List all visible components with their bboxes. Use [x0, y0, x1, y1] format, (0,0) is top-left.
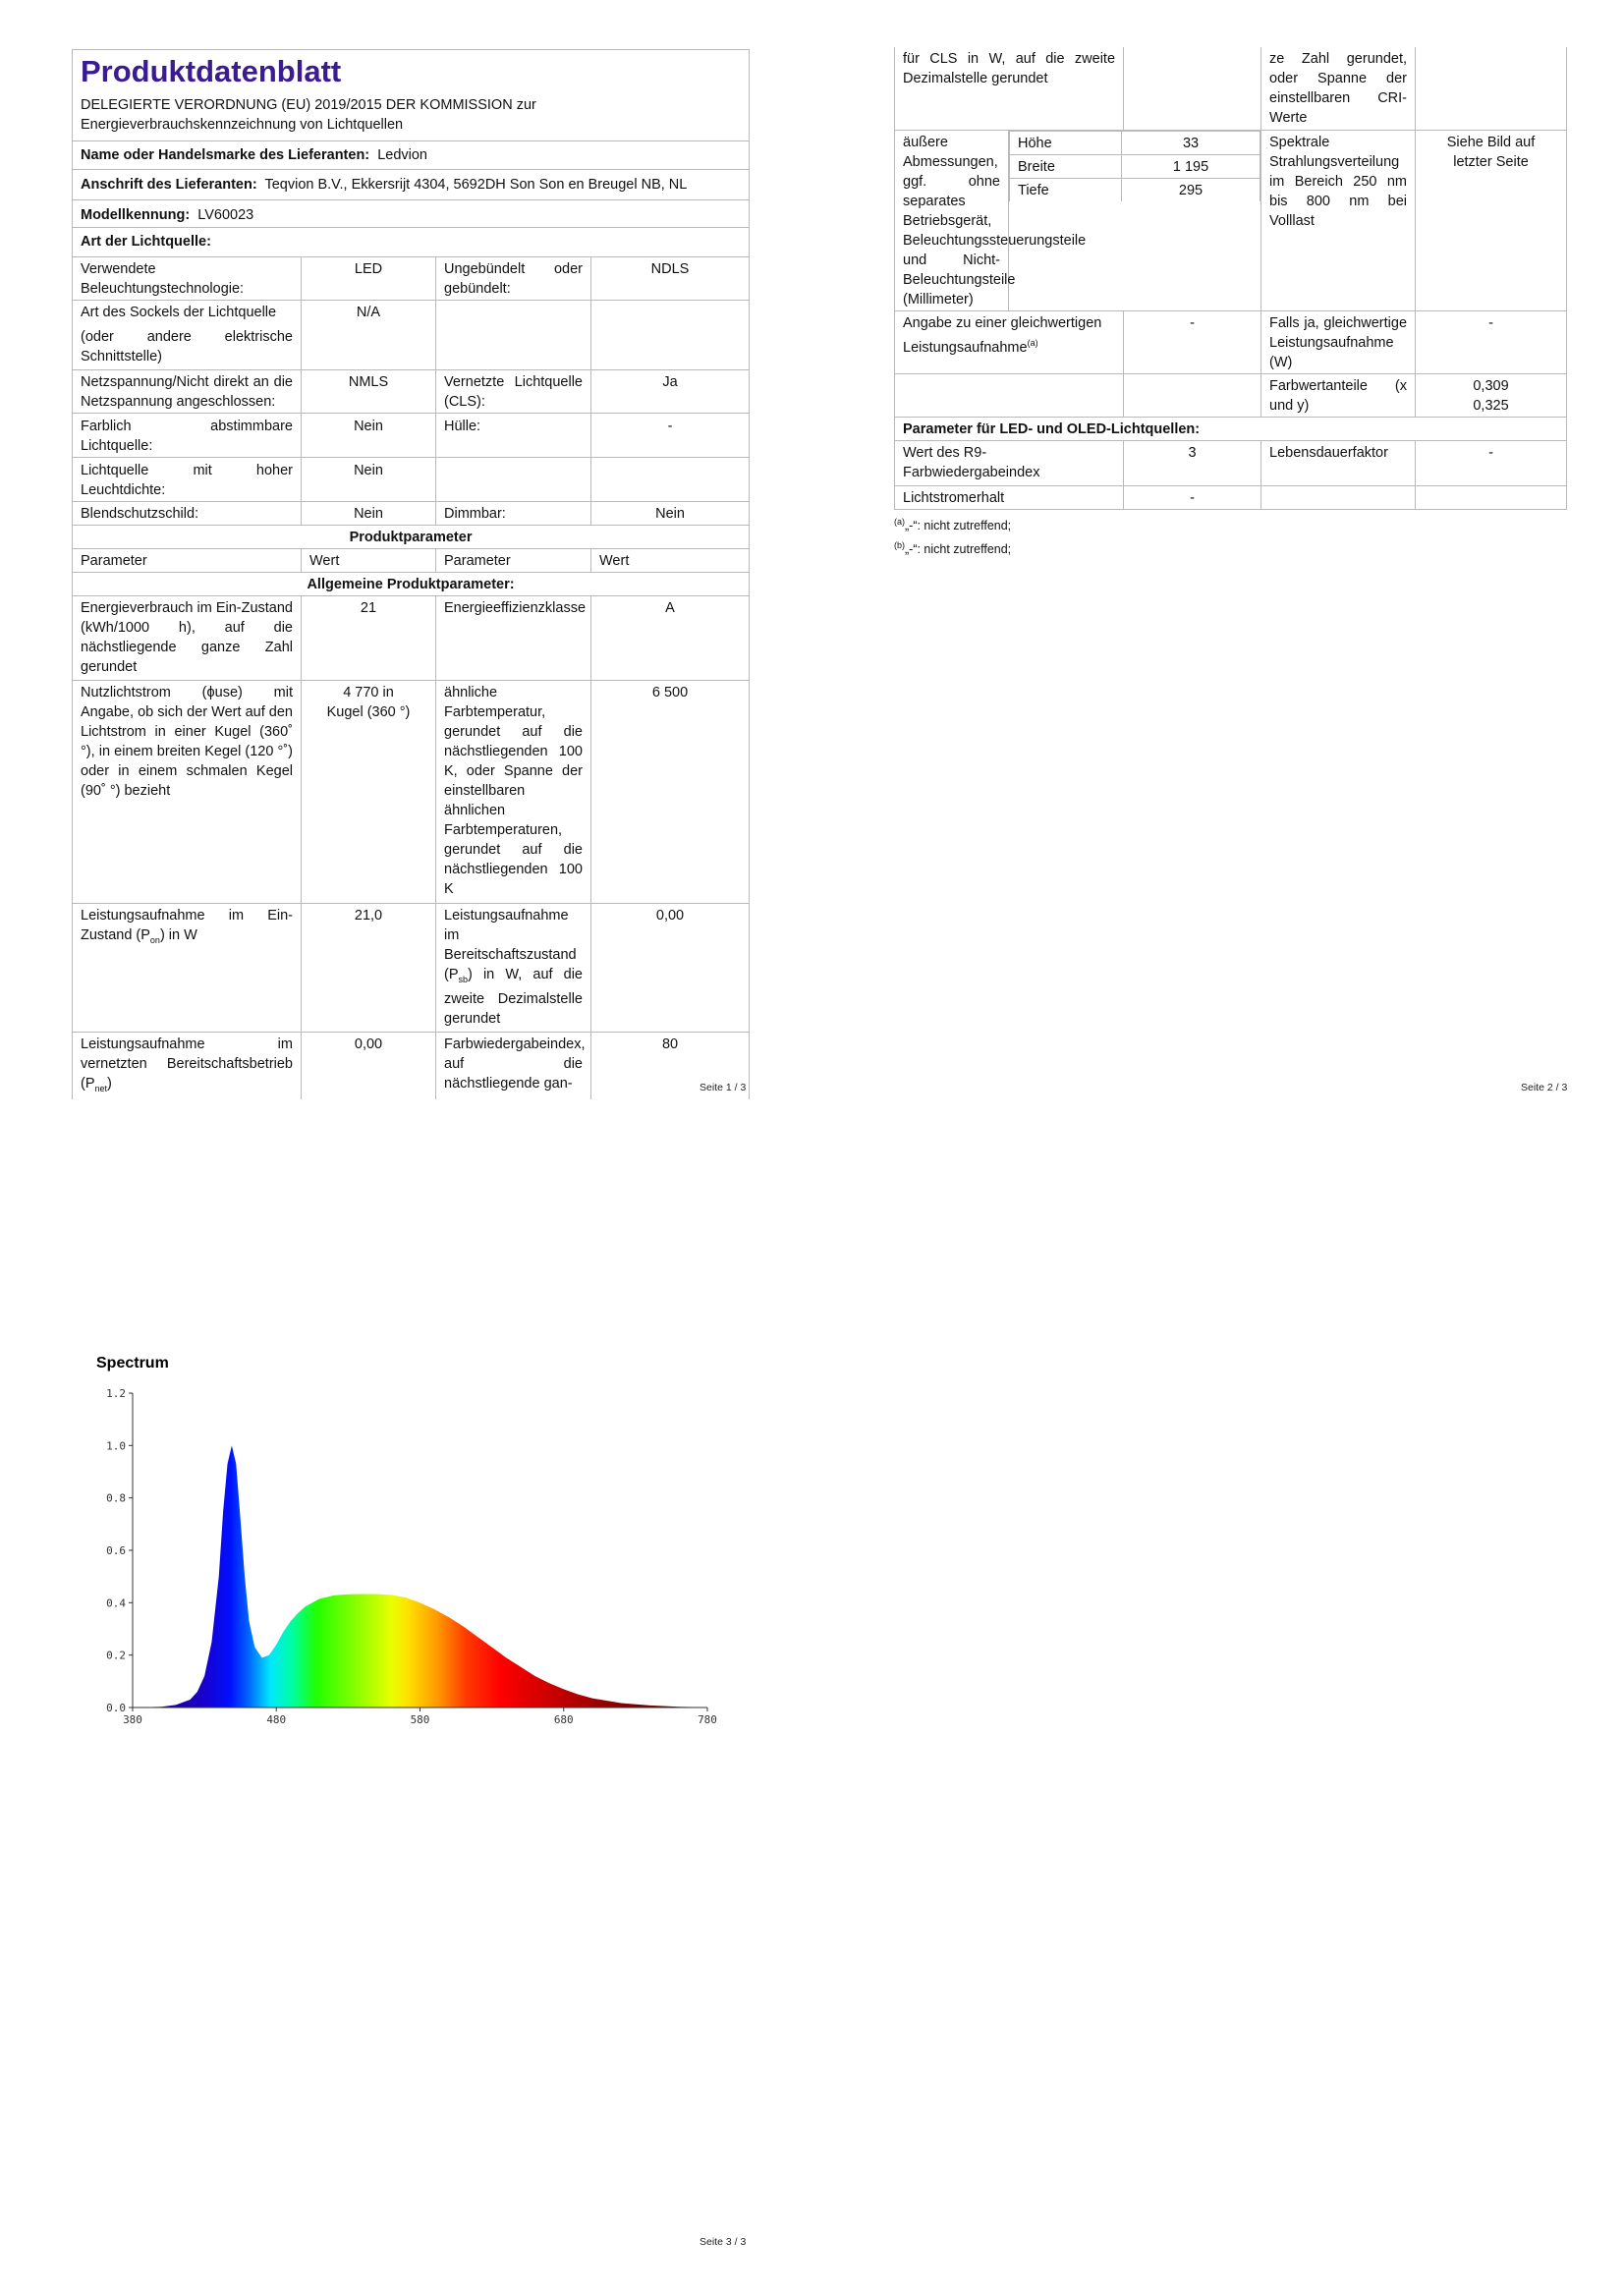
cri-label-cont: ze Zahl gerundet, oder Spanne der einstellbaren CRI-Werte	[1261, 47, 1416, 130]
cri-label: Farbwiedergabeindex, auf die nächstliegende gan-	[436, 1032, 591, 1098]
x-tick-label: 780	[698, 1713, 717, 1726]
power-standby-label: Leistungsaufnahme im Bereitschaftszustand $(P_{sb})$ in W, auf die zweite Dezimalstelle gerundet	[436, 904, 591, 1033]
power-networked-label: Leistungsaufnahme im vernetzten Bereitschaftsbetrieb $(P_{net})$	[73, 1032, 302, 1098]
empty-cell	[436, 301, 591, 370]
mains-value: NMLS	[302, 370, 436, 414]
y-tick-label: 0.8	[106, 1491, 126, 1505]
chart-title: Spectrum	[96, 1355, 169, 1372]
survival-factor-label: Lebensdauerfaktor	[1261, 440, 1416, 485]
supplier-label: Name oder Handelsmarke des Lieferanten:	[81, 147, 370, 163]
power-networked-value: 0,00	[302, 1032, 436, 1098]
address-value: Teqvion B.V., Ekkersrijt 4304, 5692DH Son Son en Breugel NB, NL	[264, 177, 688, 193]
empty-cell	[1124, 47, 1261, 130]
socket-value: N/A	[302, 301, 436, 370]
equivalent-power-watts-label: Falls ja, gleichwertige Leistungsaufnahme (W)	[1261, 310, 1416, 373]
survival-factor-value: -	[1416, 440, 1567, 485]
power-on-value: 21,0	[302, 904, 436, 1033]
luminous-flux-label: Nutzlichtstrom (ϕuse) mit Angabe, ob sich der Wert auf den Lichtstrom in einer Kugel (360˚ °), in einem breiten Kegel (120 °˚) oder in einem schmalen Kegel (90˚ °) bezieht	[73, 681, 302, 904]
equivalent-power-value: -	[1124, 310, 1261, 373]
tunable-label: Farblich abstimmbare Lichtquelle:	[73, 414, 302, 458]
empty-cell	[1124, 373, 1261, 417]
power-networked-label-cont: für CLS in W, auf die zweite Dezimalstelle gerundet	[895, 47, 1124, 130]
lumen-maintenance-value: -	[1124, 485, 1261, 509]
empty-cell	[895, 373, 1124, 417]
col-header-param: Parameter	[73, 549, 302, 573]
cls-label: Vernetzte Lichtquelle (CLS):	[436, 370, 591, 414]
high-luminance-label: Lichtquelle mit hoher Leuchtdichte:	[73, 458, 302, 502]
power-on-label: Leistungsaufnahme im Ein-Zustand $(P_{on})$ in W	[73, 904, 302, 1033]
footnote-b: $^{(b)}$„-“: nicht zutreffend;	[894, 539, 1012, 556]
x-tick-label: 580	[410, 1713, 430, 1726]
mains-label: Netzspannung/Nicht direkt an die Netzspannung angeschlossen:	[73, 370, 302, 414]
footnote-a: $^{(a)}$„-“: nicht zutreffend;	[894, 516, 1012, 532]
depth-label: Tiefe	[1010, 178, 1122, 201]
spectrum-area	[133, 1445, 707, 1708]
model-row	[73, 200, 750, 228]
address-label: Anschrift des Lieferanten:	[81, 177, 257, 193]
y-tick-label: 0.2	[106, 1649, 126, 1662]
x-tick-label: 480	[266, 1713, 287, 1726]
tunable-value: Nein	[302, 414, 436, 458]
cri-value: 80	[591, 1032, 750, 1098]
dimmable-label: Dimmbar:	[436, 502, 591, 526]
chromaticity-label: Farbwertanteile (x und y)	[1261, 373, 1416, 417]
chromaticity-value	[1416, 373, 1567, 417]
envelope-label: Hülle:	[436, 414, 591, 458]
height-value: 33	[1122, 131, 1260, 154]
general-params-header: Allgemeine Produktparameter:	[73, 573, 750, 596]
y-tick-label: 0.4	[106, 1596, 126, 1610]
technology-label: Verwendete Beleuchtungstechnologie:	[73, 257, 302, 301]
empty-cell	[1261, 485, 1416, 509]
y-tick-label: 1.2	[106, 1387, 126, 1400]
product-datasheet-table-continued	[894, 47, 1567, 510]
glare-value: Nein	[302, 502, 436, 526]
color-temperature-value: 6 500	[591, 681, 750, 904]
product-datasheet-table	[72, 49, 750, 1099]
spectral-distribution-label: Spektrale Strahlungsverteilung im Bereich 250 nm bis 800 nm bei Volllast	[1261, 130, 1416, 310]
efficiency-class-label: Energieeffizienzklasse	[436, 596, 591, 681]
color-temperature-label: ähnliche Farbtemperatur, gerundet auf die nächstliegenden 100 K, oder Spanne der einstellbaren ähnlichen Farbtemperaturen, gerundet auf die nächstliegenden 100 K	[436, 681, 591, 904]
width-value: 1 195	[1122, 154, 1260, 178]
height-label: Höhe	[1010, 131, 1122, 154]
col-header-value: Wert	[591, 549, 750, 573]
spectral-distribution-value: Siehe Bild auf letzter Seite	[1416, 130, 1567, 310]
depth-value: 295	[1122, 178, 1260, 201]
equivalent-power-watts-value: -	[1416, 310, 1567, 373]
light-source-type-header: Art der Lichtquelle:	[73, 228, 750, 257]
page-number-3: Seite 3 / 3	[700, 2236, 747, 2248]
r9-label: Wert des R9-Farbwiedergabeindex	[895, 440, 1124, 485]
lumen-maintenance-label: Lichtstromerhalt	[895, 485, 1124, 509]
socket-label-note: (oder andere elektrische Schnittstelle)	[81, 329, 293, 364]
energy-consumption-label: Energieverbrauch im Ein-Zustand (kWh/1000 h), auf die nächstliegende ganze Zahl gerundet	[73, 596, 302, 681]
page-title: Produktdatenblatt	[81, 54, 342, 88]
spectrum-chart	[79, 1346, 747, 1739]
y-tick-label: 0.6	[106, 1544, 126, 1557]
chromaticity-y: 0,325	[1473, 397, 1509, 414]
chromaticity-x: 0,309	[1473, 377, 1509, 394]
y-tick-label: 0.0	[106, 1702, 126, 1714]
dimensions-label: äußere Abmessungen, ggf. ohne separates Betriebsgerät, Beleuchtungssteuerungsteile und Nicht-Beleuchtungsteile (Millimeter)	[895, 130, 1009, 310]
cls-value: Ja	[591, 370, 750, 414]
supplier-row	[73, 141, 750, 170]
technology-value: LED	[302, 257, 436, 301]
model-value: LV60023	[197, 207, 254, 223]
x-tick-label: 380	[123, 1713, 142, 1726]
bundled-value: NDLS	[591, 257, 750, 301]
width-label: Breite	[1010, 154, 1122, 178]
empty-cell	[1416, 485, 1567, 509]
led-params-header: Parameter für LED- und OLED-Lichtquellen:	[895, 417, 1567, 440]
high-luminance-value: Nein	[302, 458, 436, 502]
r9-value: 3	[1124, 440, 1261, 485]
empty-cell	[591, 301, 750, 370]
luminous-flux-value: 4 770 in Kugel (360 °)	[302, 681, 436, 904]
page-number-1: Seite 1 / 3	[700, 1082, 747, 1093]
envelope-value: -	[591, 414, 750, 458]
model-label: Modellkennung:	[81, 207, 191, 223]
col-header-value: Wert	[302, 549, 436, 573]
empty-cell	[591, 458, 750, 502]
plot-area	[106, 1387, 717, 1726]
empty-cell	[1416, 47, 1567, 130]
supplier-value: Ledvion	[377, 147, 427, 163]
page-number-2: Seite 2 / 3	[1521, 1082, 1568, 1093]
energy-consumption-value: 21	[302, 596, 436, 681]
regulation-text: DELEGIERTE VERORDNUNG (EU) 2019/2015 DER KOMMISSION zur Energieverbrauchskennzeichnung von Lichtquellen	[81, 97, 536, 133]
x-tick-label: 680	[553, 1713, 574, 1726]
page-1	[72, 49, 749, 1099]
efficiency-class-value: A	[591, 596, 750, 681]
dimensions-cell	[1009, 130, 1261, 310]
equivalent-power-label: Angabe zu einer gleichwertigen Leistungsaufnahme$^{(a)}$	[895, 310, 1124, 373]
col-header-param: Parameter	[436, 549, 591, 573]
socket-label-cell	[73, 301, 302, 370]
dimmable-value: Nein	[591, 502, 750, 526]
empty-cell	[436, 458, 591, 502]
socket-label: Art des Sockels der Lichtquelle	[81, 305, 277, 320]
bundled-label: Ungebündelt oder gebündelt:	[436, 257, 591, 301]
glare-label: Blendschutzschild:	[73, 502, 302, 526]
header-cell	[73, 50, 750, 141]
power-standby-value: 0,00	[591, 904, 750, 1033]
address-row	[73, 170, 750, 200]
page-2	[894, 47, 1566, 559]
y-tick-label: 1.0	[106, 1439, 126, 1453]
spectrum-chart-container	[79, 1346, 747, 1739]
dimensions-table	[1009, 131, 1260, 201]
product-params-header: Produktparameter	[73, 526, 750, 549]
